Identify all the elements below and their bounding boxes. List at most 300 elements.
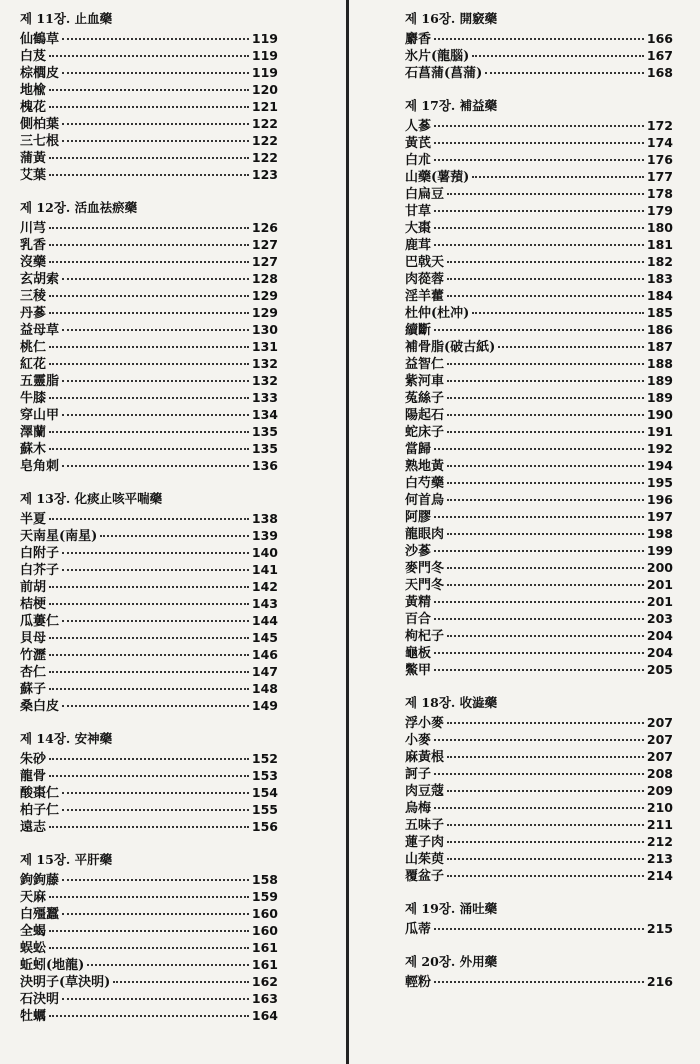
entry-page-number: 215 [646, 921, 673, 936]
dot-leader [485, 72, 644, 74]
entry-page-number: 205 [646, 662, 673, 677]
entry-page-number: 196 [646, 492, 673, 507]
toc-entry [20, 389, 278, 406]
entry-page-number: 172 [646, 118, 673, 133]
entry-name: 三稜 [20, 289, 47, 304]
entry-name: 龍骨 [20, 769, 47, 784]
entry-name: 續斷 [405, 323, 432, 338]
dot-leader [49, 397, 249, 399]
entry-page-number: 135 [251, 424, 278, 439]
dot-leader [49, 261, 249, 263]
toc-entry [20, 270, 278, 287]
entry-page-number: 159 [251, 889, 278, 904]
entry-name: 肉豆蔻 [405, 784, 445, 799]
dot-leader [447, 756, 644, 758]
toc-entry [405, 661, 673, 678]
entry-page-number: 162 [251, 974, 278, 989]
toc-entry [20, 663, 278, 680]
entry-page-number: 189 [646, 390, 673, 405]
dot-leader [472, 312, 644, 314]
toc-entry [405, 406, 673, 423]
entry-name: 竹瀝 [20, 648, 47, 663]
toc-entry [405, 920, 673, 937]
toc-section [405, 95, 673, 678]
dot-leader [49, 55, 249, 57]
chapter-heading: 제 17장. 補益藥 [405, 98, 498, 113]
entry-name: 白芨 [20, 49, 47, 64]
left-column [20, 8, 278, 1038]
dot-leader [49, 637, 249, 639]
entry-page-number: 184 [646, 288, 673, 303]
entry-page-number: 195 [646, 475, 673, 490]
dot-leader [49, 295, 249, 297]
dot-leader [62, 140, 249, 142]
entry-page-number: 136 [251, 458, 278, 473]
entry-page-number: 207 [646, 749, 673, 764]
entry-name: 甘草 [405, 204, 432, 219]
toc-entry [405, 610, 673, 627]
entry-name: 山藥(薯蕷) [405, 170, 470, 185]
toc-entry [20, 784, 278, 801]
dot-leader [434, 618, 644, 620]
entry-name: 仙鶴草 [20, 32, 60, 47]
toc-entry [20, 990, 278, 1007]
entry-name: 白芥子 [20, 563, 60, 578]
entry-name: 麻黃根 [405, 750, 445, 765]
entry-page-number: 132 [251, 373, 278, 388]
entry-page-number: 161 [251, 940, 278, 955]
entry-page-number: 134 [251, 407, 278, 422]
toc-entry [405, 321, 673, 338]
toc-entry [405, 850, 673, 867]
entry-name: 貝母 [20, 631, 47, 646]
entry-name: 柏子仁 [20, 803, 60, 818]
entry-page-number: 180 [646, 220, 673, 235]
dot-leader [62, 278, 249, 280]
toc-entry [405, 867, 673, 884]
entry-name: 酸棗仁 [20, 786, 60, 801]
right-column [405, 8, 673, 1004]
toc-entry [405, 270, 673, 287]
entry-page-number: 189 [646, 373, 673, 388]
toc-entry [20, 595, 278, 612]
dot-leader [49, 654, 249, 656]
toc-entry [405, 185, 673, 202]
entry-page-number: 182 [646, 254, 673, 269]
entry-name: 丹蔘 [20, 306, 47, 321]
entry-page-number: 214 [646, 868, 673, 883]
entry-name: 三七根 [20, 134, 60, 149]
dot-leader [447, 858, 644, 860]
dot-leader [434, 807, 644, 809]
dot-leader [447, 499, 644, 501]
entry-page-number: 158 [251, 872, 278, 887]
toc-entry [20, 440, 278, 457]
dot-leader [49, 89, 249, 91]
chapter-heading: 제 18장. 收澁藥 [405, 695, 498, 710]
entry-name: 蜈蚣 [20, 941, 47, 956]
toc-entry [20, 646, 278, 663]
toc-entry [20, 680, 278, 697]
toc-entry [20, 304, 278, 321]
dot-leader [447, 261, 644, 263]
dot-leader [434, 739, 644, 741]
toc-entry [20, 132, 278, 149]
dot-leader [434, 38, 644, 40]
dot-leader [447, 193, 644, 195]
dot-leader [447, 567, 644, 569]
entry-name: 紅花 [20, 357, 47, 372]
dot-leader [62, 809, 249, 811]
entry-name: 菟絲子 [405, 391, 445, 406]
dot-leader [49, 518, 249, 520]
chapter-heading: 제 20장. 外用藥 [405, 954, 498, 969]
entry-page-number: 140 [251, 545, 278, 560]
dot-leader [434, 601, 644, 603]
entry-page-number: 129 [251, 288, 278, 303]
entry-page-number: 201 [646, 577, 673, 592]
dot-leader [434, 142, 644, 144]
dot-leader [447, 584, 644, 586]
entry-name: 蒲黃 [20, 151, 47, 166]
toc-entry [20, 956, 278, 973]
toc-entry [405, 47, 673, 64]
dot-leader [49, 1015, 249, 1017]
toc-entry [20, 578, 278, 595]
toc-entry [20, 30, 278, 47]
toc-section [405, 692, 673, 884]
entry-name: 人蔘 [405, 119, 432, 134]
toc-entry [405, 542, 673, 559]
dot-leader [49, 346, 249, 348]
entry-name: 烏梅 [405, 801, 432, 816]
toc-entry [405, 168, 673, 185]
toc-entry [20, 219, 278, 236]
toc-entry [20, 457, 278, 474]
entry-page-number: 191 [646, 424, 673, 439]
dot-leader [434, 516, 644, 518]
entry-page-number: 185 [646, 305, 673, 320]
entry-name: 澤蘭 [20, 425, 47, 440]
entry-page-number: 192 [646, 441, 673, 456]
entry-name: 蚯蚓(地龍) [20, 958, 85, 973]
dot-leader [62, 465, 249, 467]
entry-page-number: 139 [251, 528, 278, 543]
chapter-heading: 제 13장. 化痰止咳平喘藥 [20, 491, 163, 506]
entry-name: 浮小麥 [405, 716, 445, 731]
entry-page-number: 128 [251, 271, 278, 286]
entry-page-number: 210 [646, 800, 673, 815]
toc-entry [405, 389, 673, 406]
entry-name: 沙蔘 [405, 544, 432, 559]
dot-leader [62, 414, 249, 416]
dot-leader [62, 380, 249, 382]
entry-name: 阿膠 [405, 510, 432, 525]
dot-leader [49, 930, 249, 932]
entry-page-number: 160 [251, 923, 278, 938]
dot-leader [447, 397, 644, 399]
dot-leader [87, 964, 249, 966]
entry-page-number: 138 [251, 511, 278, 526]
entry-page-number: 200 [646, 560, 673, 575]
entry-name: 牛膝 [20, 391, 47, 406]
dot-leader [62, 38, 249, 40]
toc-entry [20, 527, 278, 544]
entry-name: 瓜蒂 [405, 922, 432, 937]
dot-leader [49, 775, 249, 777]
entry-name: 白殭蠶 [20, 907, 60, 922]
entry-name: 熟地黃 [405, 459, 445, 474]
toc-entry [405, 765, 673, 782]
toc-entry [405, 202, 673, 219]
entry-page-number: 197 [646, 509, 673, 524]
entry-page-number: 153 [251, 768, 278, 783]
entry-page-number: 201 [646, 594, 673, 609]
entry-page-number: 190 [646, 407, 673, 422]
entry-page-number: 178 [646, 186, 673, 201]
dot-leader [113, 981, 249, 983]
dot-leader [62, 552, 249, 554]
dot-leader [62, 620, 249, 622]
toc-entry [405, 559, 673, 576]
entry-page-number: 154 [251, 785, 278, 800]
toc-entry [20, 801, 278, 818]
dot-leader [447, 841, 644, 843]
entry-name: 紫河車 [405, 374, 445, 389]
entry-name: 輕粉 [405, 975, 432, 990]
dot-leader [447, 278, 644, 280]
entry-name: 前胡 [20, 580, 47, 595]
entry-page-number: 176 [646, 152, 673, 167]
toc-entry [405, 973, 673, 990]
toc-entry [405, 151, 673, 168]
toc-entry [20, 406, 278, 423]
dot-leader [49, 671, 249, 673]
entry-name: 黃精 [405, 595, 432, 610]
entry-name: 蘇子 [20, 682, 47, 697]
toc-entry [20, 973, 278, 990]
toc-entry [405, 714, 673, 731]
dot-leader [62, 792, 249, 794]
toc-entry [20, 47, 278, 64]
toc-entry [20, 922, 278, 939]
toc-entry [20, 149, 278, 166]
entry-name: 石菖蒲(菖蒲) [405, 66, 483, 81]
toc-entry [20, 115, 278, 132]
toc-entry [405, 508, 673, 525]
toc-entry [20, 871, 278, 888]
entry-page-number: 187 [646, 339, 673, 354]
entry-name: 鹿茸 [405, 238, 432, 253]
toc-section [20, 488, 278, 714]
entry-page-number: 213 [646, 851, 673, 866]
entry-page-number: 142 [251, 579, 278, 594]
toc-entry [20, 561, 278, 578]
toc-entry [405, 644, 673, 661]
entry-page-number: 211 [646, 817, 673, 832]
dot-leader [49, 603, 249, 605]
dot-leader [49, 896, 249, 898]
entry-page-number: 121 [251, 99, 278, 114]
entry-name: 陽起石 [405, 408, 445, 423]
entry-page-number: 119 [251, 48, 278, 63]
dot-leader [434, 227, 644, 229]
dot-leader [447, 482, 644, 484]
entry-page-number: 167 [646, 48, 673, 63]
entry-page-number: 186 [646, 322, 673, 337]
toc-entry [20, 544, 278, 561]
toc-entry [405, 30, 673, 47]
entry-name: 白芍藥 [405, 476, 445, 491]
entry-page-number: 208 [646, 766, 673, 781]
entry-page-number: 181 [646, 237, 673, 252]
toc-entry [20, 905, 278, 922]
entry-page-number: 147 [251, 664, 278, 679]
entry-page-number: 130 [251, 322, 278, 337]
entry-name: 肉蓯蓉 [405, 272, 445, 287]
entry-name: 白扁豆 [405, 187, 445, 202]
entry-name: 川芎 [20, 221, 47, 236]
entry-page-number: 164 [251, 1008, 278, 1023]
dot-leader [49, 363, 249, 365]
toc-entry [20, 697, 278, 714]
dot-leader [434, 652, 644, 654]
entry-page-number: 199 [646, 543, 673, 558]
entry-name: 側柏葉 [20, 117, 60, 132]
dot-leader [434, 448, 644, 450]
entry-page-number: 204 [646, 628, 673, 643]
entry-name: 山茱萸 [405, 852, 445, 867]
dot-leader [62, 569, 249, 571]
entry-page-number: 161 [251, 957, 278, 972]
entry-name: 牡蠣 [20, 1009, 47, 1024]
entry-page-number: 120 [251, 82, 278, 97]
entry-name: 皂角刺 [20, 459, 60, 474]
toc-entry [405, 782, 673, 799]
dot-leader [472, 176, 644, 178]
entry-name: 決明子(草決明) [20, 975, 111, 990]
entry-page-number: 177 [646, 169, 673, 184]
toc-section [20, 849, 278, 1024]
toc-entry [405, 134, 673, 151]
entry-page-number: 148 [251, 681, 278, 696]
dot-leader [49, 244, 249, 246]
entry-page-number: 146 [251, 647, 278, 662]
dot-leader [49, 227, 249, 229]
dot-leader [100, 535, 249, 537]
toc-entry [20, 338, 278, 355]
entry-name: 補骨脂(破古紙) [405, 340, 496, 355]
dot-leader [447, 431, 644, 433]
toc-entry [405, 491, 673, 508]
toc-entry [20, 236, 278, 253]
entry-name: 乳香 [20, 238, 47, 253]
toc-entry [20, 818, 278, 835]
entry-name: 訶子 [405, 767, 432, 782]
entry-name: 石決明 [20, 992, 60, 1007]
entry-page-number: 135 [251, 441, 278, 456]
entry-page-number: 141 [251, 562, 278, 577]
dot-leader [472, 55, 644, 57]
entry-page-number: 119 [251, 31, 278, 46]
dot-leader [434, 210, 644, 212]
chapter-heading: 제 11장. 止血藥 [20, 11, 113, 26]
entry-name: 穿山甲 [20, 408, 60, 423]
entry-name: 艾葉 [20, 168, 47, 183]
entry-name: 槐花 [20, 100, 47, 115]
dot-leader [62, 72, 249, 74]
dot-leader [447, 414, 644, 416]
entry-page-number: 126 [251, 220, 278, 235]
entry-page-number: 127 [251, 237, 278, 252]
entry-name: 鱉甲 [405, 663, 432, 678]
dot-leader [62, 705, 249, 707]
entry-page-number: 207 [646, 732, 673, 747]
dot-leader [49, 106, 249, 108]
toc-entry [20, 888, 278, 905]
toc-entry [20, 253, 278, 270]
dot-leader [62, 998, 249, 1000]
toc-entry [20, 64, 278, 81]
entry-name: 天麻 [20, 890, 47, 905]
toc-entry [405, 748, 673, 765]
entry-name: 朱砂 [20, 752, 47, 767]
toc-entry [405, 440, 673, 457]
entry-name: 百合 [405, 612, 432, 627]
dot-leader [498, 346, 644, 348]
entry-page-number: 179 [646, 203, 673, 218]
entry-page-number: 123 [251, 167, 278, 182]
entry-page-number: 183 [646, 271, 673, 286]
entry-page-number: 188 [646, 356, 673, 371]
entry-page-number: 156 [251, 819, 278, 834]
toc-entry [20, 81, 278, 98]
entry-page-number: 168 [646, 65, 673, 80]
entry-name: 桑白皮 [20, 699, 60, 714]
dot-leader [434, 669, 644, 671]
dot-leader [434, 773, 644, 775]
dot-leader [434, 550, 644, 552]
toc-entry [405, 253, 673, 270]
entry-page-number: 174 [646, 135, 673, 150]
entry-name: 蘇木 [20, 442, 47, 457]
dot-leader [49, 174, 249, 176]
dot-leader [447, 824, 644, 826]
entry-page-number: 127 [251, 254, 278, 269]
entry-name: 枸杞子 [405, 629, 445, 644]
chapter-heading: 제 15장. 平肝藥 [20, 852, 113, 867]
entry-name: 玄胡索 [20, 272, 60, 287]
entry-name: 巴戟天 [405, 255, 445, 270]
dot-leader [49, 157, 249, 159]
dot-leader [447, 790, 644, 792]
entry-name: 麝香 [405, 32, 432, 47]
entry-name: 瓜蔞仁 [20, 614, 60, 629]
toc-entry [405, 593, 673, 610]
toc-entry [20, 629, 278, 646]
toc-entry [405, 474, 673, 491]
dot-leader [49, 312, 249, 314]
entry-name: 杏仁 [20, 665, 47, 680]
toc-section [405, 8, 673, 81]
toc-entry [20, 939, 278, 956]
toc-entry [20, 98, 278, 115]
entry-name: 大棗 [405, 221, 432, 236]
entry-name: 五味子 [405, 818, 445, 833]
toc-entry [20, 1007, 278, 1024]
dot-leader [447, 295, 644, 297]
chapter-heading: 제 12장. 活血祛瘀藥 [20, 200, 138, 215]
